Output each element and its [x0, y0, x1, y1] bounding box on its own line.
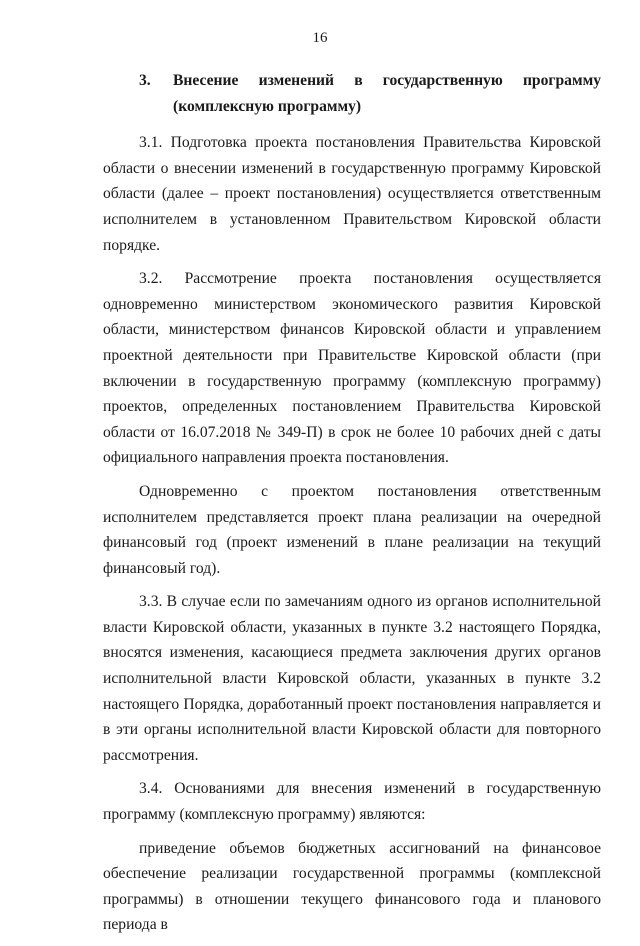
paragraph-3-2: 3.2. Рассмотрение проекта постановления осуществляется одновременно министерством экономического развития Кировской области, министерством финансов Кировской области и управлением проектной деятельности при Правительстве Кировской области (при включении в государственную программу (комплексную программу) проектов, определенных постановлением Правительства Кировской области от 16.07.2018 № 349-П) в срок не более 10 рабочих дней с даты официального направления проекта постановления.: [103, 270, 601, 467]
section-number: 3.: [139, 72, 151, 89]
paragraph-3-4: 3.4. Основаниями для внесения изменений в государственную программу (комплексную программу) являются:: [103, 780, 601, 824]
paragraph-3-4-item: приведение объемов бюджетных ассигнований на финансовое обеспечение реализации государственной программы (комплексной программы) в отношении текущего финансового года и планового периода в: [103, 839, 601, 934]
paragraph-3-1: 3.1. Подготовка проекта постановления Правительства Кировской области о внесении изменений в государственную программу Кировской области (далее – проект постановления) осуществляется ответственным исполнителем в установленном Правительством Кировской области порядке.: [103, 134, 601, 254]
section-heading: [103, 68, 601, 119]
paragraph-3-3: 3.3. В случае если по замечаниям одного из органов исполнительной власти Кировской области, указанных в пункте 3.2 настоящего Порядка, вносятся изменения, касающиеся предмета заключения других органов исполнительной власти Кировской области, указанных в пункте 3.2 настоящего Порядка, доработанный проект постановления направляется и в эти органы исполнительной власти Кировской области для повторного рассмотрения.: [103, 593, 601, 764]
section-title: Внесение изменений в государственную программу (комплексную программу): [173, 72, 601, 115]
page-number: 16: [312, 30, 328, 46]
document-body: [103, 68, 601, 946]
paragraph-3-2-continued: Одновременно с проектом постановления ответственным исполнителем представляется проект плана реализации на очередной финансовый год (проект изменений в плане реализации на текущий финансовый год).: [103, 482, 601, 577]
